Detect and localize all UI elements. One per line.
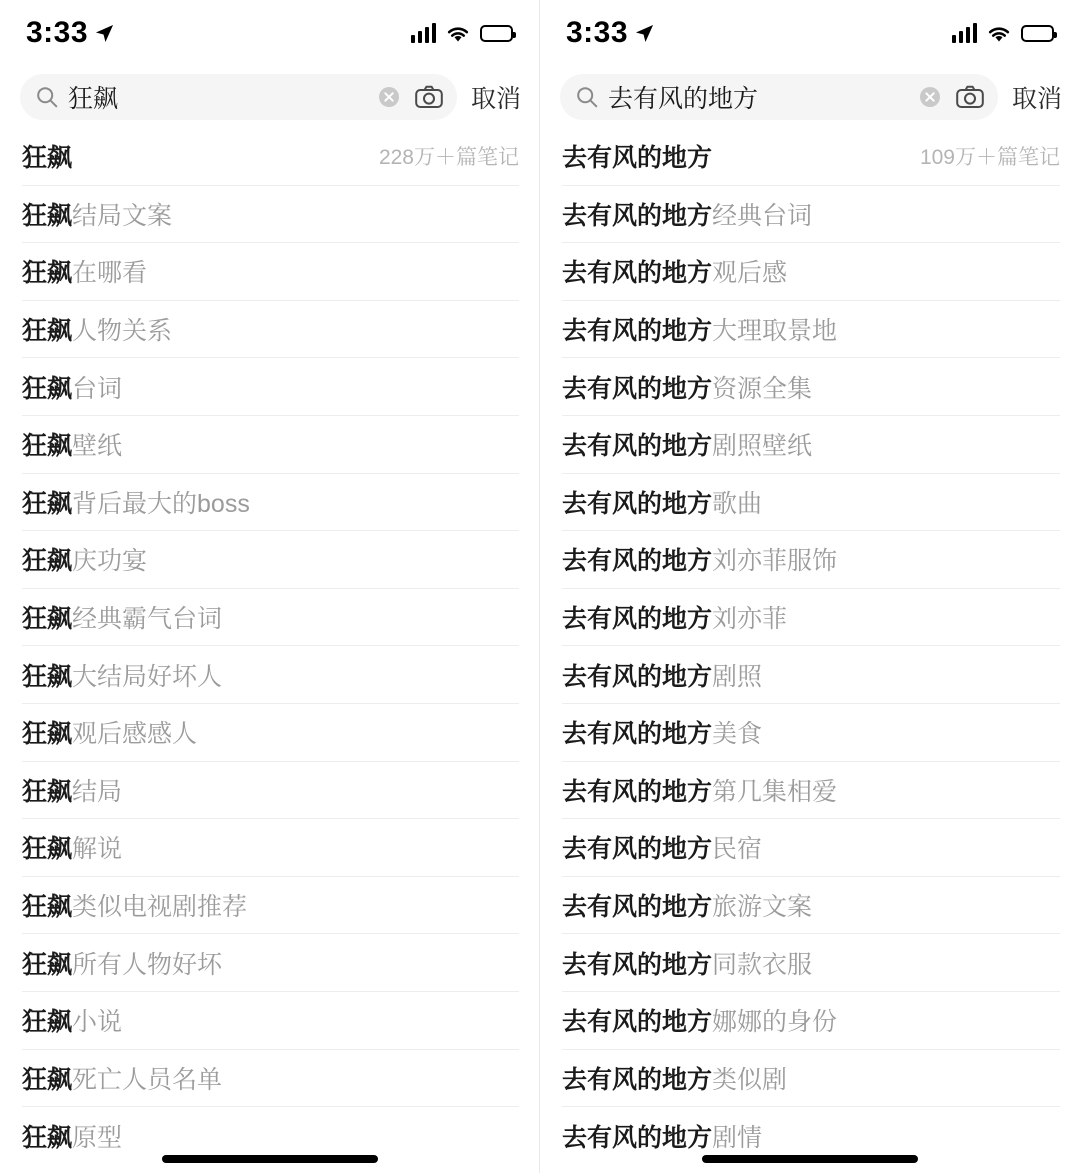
list-item[interactable] <box>562 704 1060 762</box>
list-item[interactable] <box>562 128 1060 186</box>
list-item[interactable] <box>22 934 519 992</box>
camera-icon[interactable] <box>956 85 984 109</box>
location-arrow-icon <box>635 24 654 43</box>
home-indicator[interactable] <box>162 1155 378 1163</box>
search-icon <box>36 86 58 108</box>
search-input-value: 去有风的地方 <box>608 85 759 113</box>
suggestion-text: 狂飙所有人物好坏 <box>22 950 223 979</box>
suggestion-text: 去有风的地方资源全集 <box>562 374 813 403</box>
suggestion-text: 狂飙大结局好坏人 <box>22 662 223 691</box>
note-count: 109万＋篇笔记 <box>919 146 1060 170</box>
list-item[interactable] <box>562 762 1060 820</box>
search-suggestion-list <box>540 128 1080 1165</box>
status-bar-right <box>411 23 514 43</box>
list-item[interactable] <box>22 877 519 935</box>
suggestion-text: 狂飙观后感感人 <box>22 720 198 749</box>
suggestion-text: 狂飙类似电视剧推荐 <box>22 893 248 922</box>
status-bar <box>540 0 1080 66</box>
search-input-value: 狂飙 <box>68 85 119 113</box>
suggestion-text: 去有风的地方娜娜的身份 <box>562 1008 838 1037</box>
list-item[interactable] <box>22 416 519 474</box>
status-bar-right <box>952 23 1055 43</box>
list-item[interactable] <box>22 186 519 244</box>
list-item[interactable] <box>562 1050 1060 1108</box>
wifi-icon <box>986 23 1012 43</box>
cancel-button[interactable]: 取消 <box>1011 85 1062 113</box>
list-item[interactable] <box>562 301 1060 359</box>
suggestion-text: 狂飙台词 <box>22 374 123 403</box>
list-item[interactable] <box>22 301 519 359</box>
suggestion-text: 去有风的地方经典台词 <box>562 201 813 230</box>
list-item[interactable] <box>562 992 1060 1050</box>
cancel-button[interactable]: 取消 <box>470 85 521 113</box>
camera-icon[interactable] <box>415 85 443 109</box>
status-time: 3:33 <box>26 16 89 49</box>
wifi-icon <box>445 23 471 43</box>
suggestion-text: 狂飙结局文案 <box>22 201 173 230</box>
suggestion-text: 去有风的地方第几集相爱 <box>562 777 838 806</box>
suggestion-text: 狂飙死亡人员名单 <box>22 1065 223 1094</box>
suggestion-text: 去有风的地方旅游文案 <box>562 893 813 922</box>
list-item[interactable] <box>22 646 519 704</box>
search-input[interactable] <box>20 74 457 120</box>
list-item[interactable] <box>22 992 519 1050</box>
list-item[interactable] <box>22 704 519 762</box>
location-arrow-icon <box>95 24 114 43</box>
suggestion-text: 狂飙结局 <box>22 777 123 806</box>
suggestion-text: 去有风的地方歌曲 <box>562 489 763 518</box>
suggestion-text: 狂飙解说 <box>22 835 123 864</box>
note-count: 228万＋篇笔记 <box>378 146 519 170</box>
suggestion-text: 狂飙庆功宴 <box>22 547 148 576</box>
status-bar <box>0 0 539 66</box>
suggestion-text: 狂飙背后最大的boss <box>22 489 250 518</box>
list-item[interactable] <box>562 243 1060 301</box>
list-item[interactable] <box>562 531 1060 589</box>
battery-icon <box>480 25 513 42</box>
list-item[interactable] <box>22 128 519 186</box>
list-item[interactable] <box>562 186 1060 244</box>
cellular-signal-icon <box>952 23 978 43</box>
list-item[interactable] <box>562 819 1060 877</box>
list-item[interactable] <box>562 589 1060 647</box>
clear-circle-icon[interactable] <box>377 85 401 109</box>
battery-icon <box>1021 25 1054 42</box>
suggestion-text: 去有风的地方同款衣服 <box>562 950 813 979</box>
list-item[interactable] <box>562 934 1060 992</box>
list-item[interactable] <box>22 762 519 820</box>
suggestion-text: 狂飙 <box>22 144 73 173</box>
search-bar <box>0 66 539 128</box>
list-item[interactable] <box>562 358 1060 416</box>
list-item[interactable] <box>22 474 519 532</box>
list-item[interactable] <box>22 819 519 877</box>
clear-circle-icon[interactable] <box>918 85 942 109</box>
list-item[interactable] <box>562 474 1060 532</box>
status-bar-left <box>26 16 114 50</box>
list-item[interactable] <box>22 243 519 301</box>
search-icon <box>576 86 598 108</box>
home-indicator[interactable] <box>702 1155 918 1163</box>
search-input[interactable] <box>560 74 998 120</box>
suggestion-text: 狂飙小说 <box>22 1008 123 1037</box>
suggestion-text: 去有风的地方剧照壁纸 <box>562 432 813 461</box>
search-suggestion-list <box>0 128 539 1165</box>
suggestion-text: 狂飙在哪看 <box>22 259 148 288</box>
suggestion-text: 去有风的地方刘亦菲服饰 <box>562 547 838 576</box>
list-item[interactable] <box>22 358 519 416</box>
suggestion-text: 去有风的地方民宿 <box>562 835 763 864</box>
status-bar-left <box>566 16 654 50</box>
suggestion-text: 去有风的地方大理取景地 <box>562 317 838 346</box>
suggestion-text: 去有风的地方观后感 <box>562 259 788 288</box>
suggestion-text: 去有风的地方刘亦菲 <box>562 605 788 634</box>
suggestion-text: 去有风的地方 <box>562 144 713 173</box>
list-item[interactable] <box>22 531 519 589</box>
suggestion-text: 去有风的地方剧情 <box>562 1123 763 1152</box>
status-time: 3:33 <box>566 16 629 49</box>
suggestion-text: 狂飙经典霸气台词 <box>22 605 223 634</box>
list-item[interactable] <box>22 589 519 647</box>
suggestion-text: 去有风的地方剧照 <box>562 662 763 691</box>
suggestion-text: 狂飙人物关系 <box>22 317 173 346</box>
list-item[interactable] <box>562 646 1060 704</box>
search-bar <box>540 66 1080 128</box>
list-item[interactable] <box>562 416 1060 474</box>
suggestion-text: 去有风的地方类似剧 <box>562 1065 788 1094</box>
suggestion-text: 去有风的地方美食 <box>562 720 763 749</box>
suggestion-text: 狂飙壁纸 <box>22 432 123 461</box>
list-item[interactable] <box>22 1050 519 1108</box>
list-item[interactable] <box>562 877 1060 935</box>
cellular-signal-icon <box>411 23 437 43</box>
suggestion-text: 狂飙原型 <box>22 1123 123 1152</box>
phone-screen-right <box>540 0 1080 1173</box>
